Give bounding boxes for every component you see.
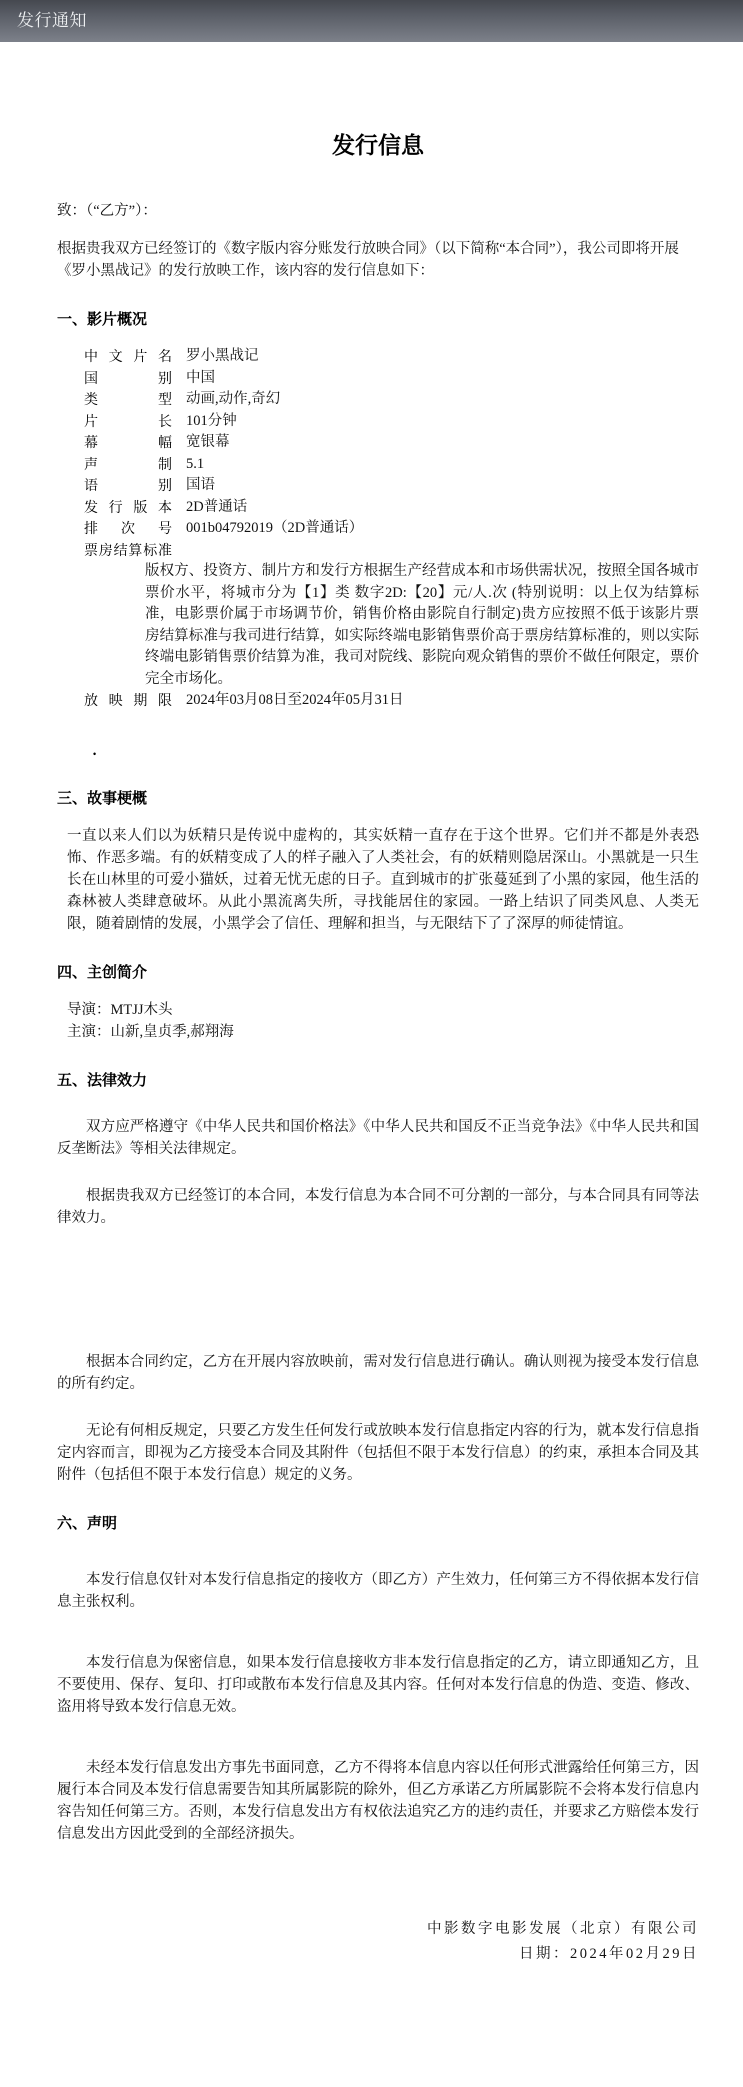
field-label: 放映期限 bbox=[84, 692, 172, 708]
section-heading-statement: 六、声明 bbox=[57, 1514, 118, 1532]
field-label: 国别 bbox=[84, 369, 172, 386]
stray-dot: • bbox=[93, 748, 97, 759]
doc-footer bbox=[57, 1917, 699, 1967]
field-value: 2D普通话 bbox=[186, 498, 248, 515]
field-row bbox=[84, 475, 699, 497]
field-value: 国语 bbox=[186, 477, 215, 493]
field-row bbox=[84, 454, 699, 476]
doc-title: 发行信息 bbox=[332, 132, 424, 158]
field-label: 声制 bbox=[84, 455, 172, 472]
film-fields bbox=[84, 346, 699, 712]
legal-paragraph: 根据本合同约定，乙方在开展内容放映前，需对发行信息进行确认。确认则视为接受本发行信息的所有约定。 bbox=[57, 1353, 699, 1392]
field-label: 类型 bbox=[84, 391, 172, 407]
section-heading-synopsis: 三、故事梗概 bbox=[57, 789, 148, 807]
section-heading-legal: 五、法律效力 bbox=[57, 1071, 148, 1089]
field-value: 001b04792019（2D普通话） bbox=[186, 520, 364, 536]
field-label: 片长 bbox=[84, 412, 172, 429]
field-label: 发行版本 bbox=[84, 498, 172, 515]
field-row bbox=[84, 346, 699, 368]
footer-company: 中影数字电影发展（北京）有限公司 bbox=[427, 1920, 699, 1937]
field-value: 罗小黑战记 bbox=[186, 348, 259, 364]
synopsis-paragraph: 一直以来人们以为妖精只是传说中虚构的，其实妖精一直存在于这个世界。它们并不都是外表恐怖、作恶多端。有的妖精变成了人的样子融入了人类社会，有的妖精则隐居深山。小黑就是一只生长在山林里的可爱小猫妖，过着无忧无虑的日子。直到城市的扩张蔓延到了小黑的家园，他生活的森林被人类肆意破坏。从此小黑流离失所，寻找能居住的家园。一路上结识了同类风息、人类无限，随着剧情的发展，小黑学会了信任、理解和担当，与无限结下了了深厚的师徒情谊。 bbox=[67, 827, 699, 932]
creators-block bbox=[67, 999, 699, 1043]
field-label: 中文片名 bbox=[84, 348, 172, 364]
field-value: 5.1 bbox=[186, 455, 205, 472]
field-row-settlement-label bbox=[84, 540, 699, 562]
statement-paragraph: 本发行信息仅针对本发行信息指定的接收方（即乙方）产生效力，任何第三方不得依据本发行信息主张权利。 bbox=[57, 1571, 699, 1610]
field-value: 宽银幕 bbox=[186, 434, 230, 450]
field-row bbox=[84, 368, 699, 390]
field-row bbox=[84, 518, 699, 540]
field-label: 幕幅 bbox=[84, 434, 172, 450]
field-row bbox=[84, 432, 699, 454]
field-row bbox=[84, 497, 699, 519]
director-line: 导演：MTJJ木头 bbox=[67, 1001, 173, 1018]
field-value: 101分钟 bbox=[186, 412, 237, 429]
salutation: 致：（“乙方”）： bbox=[57, 203, 157, 219]
field-value: 中国 bbox=[186, 369, 215, 386]
legal-paragraph: 双方应严格遵守《中华人民共和国价格法》《中华人民共和国反不正当竞争法》《中华人民共和国反垄断法》等相关法律规定。 bbox=[57, 1118, 699, 1157]
document-page bbox=[0, 42, 743, 2087]
field-label: 语别 bbox=[84, 477, 172, 493]
header-title: 发行通知 bbox=[17, 11, 87, 30]
field-row bbox=[84, 389, 699, 411]
header-bar bbox=[0, 0, 743, 42]
field-label: 排次号 bbox=[84, 520, 172, 536]
legal-paragraph: 根据贵我双方已经签订的本合同，本发行信息为本合同不可分割的一部分，与本合同具有同等法律效力。 bbox=[57, 1187, 699, 1226]
statement-paragraph: 未经本发行信息发出方事先书面同意，乙方不得将本信息内容以任何形式泄露给任何第三方，因履行本合同及本发行信息需要告知其所属影院的除外，但乙方承诺乙方所属影院不会将本发行信息内容告知任何第三方。否则，本发行信息发出方有权依法追究乙方的违约责任，并要求乙方赔偿本发行信息发出方因此受到的全部经济损失。 bbox=[57, 1759, 699, 1842]
footer-date: 日期：2024年02月29日 bbox=[519, 1945, 699, 1962]
field-value: 动画,动作,奇幻 bbox=[186, 391, 281, 407]
intro-paragraph: 根据贵我双方已经签订的《数字版内容分账发行放映合同》（以下简称“本合同”），我公司即将开展《罗小黑战记》的发行放映工作，该内容的发行信息如下： bbox=[57, 241, 679, 279]
cast-line: 主演：山新,皇贞季,郝翔海 bbox=[67, 1023, 234, 1040]
legal-paragraph: 无论有何相反规定，只要乙方发生任何发行或放映本发行信息指定内容的行为，就本发行信息指定内容而言，即视为乙方接受本合同及其附件（包括但不限于本发行信息）的约束，承担本合同及其附件（包括但不限于本发行信息）规定的义务。 bbox=[57, 1422, 699, 1483]
field-value: 2024年03月08日至2024年05月31日 bbox=[186, 692, 404, 708]
field-row-screening-period bbox=[84, 690, 699, 712]
statement-paragraph: 本发行信息为保密信息，如果本发行信息接收方非本发行信息指定的乙方，请立即通知乙方，且不要使用、保存、复印、打印或散布本发行信息及其内容。任何对本发行信息的伪造、变造、修改、盗用将导致本发行信息无效。 bbox=[57, 1654, 699, 1715]
settlement-paragraph: 版权方、投资方、制片方和发行方根据生产经营成本和市场供需状况，按照全国各城市票价水平，将城市分为【1】类 数字2D:【20】元/人.次 (特别说明：以上仅为结算标准，电影票价属于市场调节价，销售价格由影院自行制定)贵方应按照不低于该影片票房结算标准与我司进行结算，如实际终端电影销售票价高于票房结算标准的，则以实际终端电影销售票价结算为准，我司对院线、影院向观众销售的票价不做任何限定，票价完全市场化。 bbox=[145, 563, 699, 687]
field-label: 票房结算标准 bbox=[84, 541, 172, 558]
field-row bbox=[84, 411, 699, 433]
section-heading-film-overview: 一、影片概况 bbox=[57, 311, 148, 328]
section-heading-creators: 四、主创简介 bbox=[57, 963, 148, 981]
